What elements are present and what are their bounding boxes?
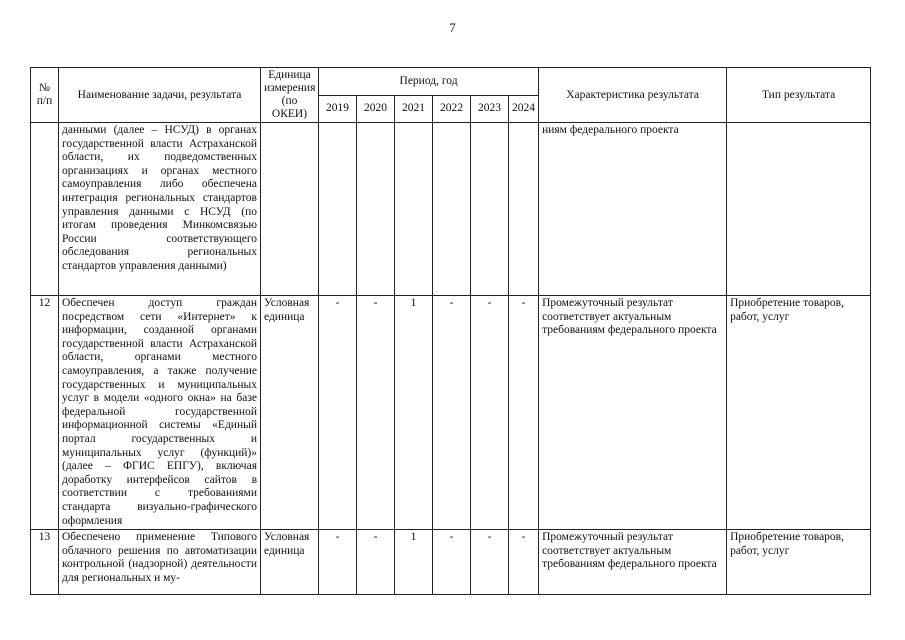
row-year-value	[471, 123, 509, 296]
header-num: № п/п	[31, 68, 59, 123]
header-year: 2023	[471, 95, 509, 123]
table-row	[31, 530, 871, 595]
row-year-value: -	[471, 296, 509, 530]
header-row-1	[31, 68, 871, 96]
table-row	[31, 296, 871, 530]
row-year-value	[433, 123, 471, 296]
header-name: Наименование задачи, результата	[59, 68, 261, 123]
row-year-value: 1	[395, 530, 433, 595]
row-year-value: -	[433, 296, 471, 530]
row-year-value: -	[357, 530, 395, 595]
row-year-value	[319, 123, 357, 296]
row-type: Приобретение товаров, работ, услуг	[727, 296, 871, 530]
row-year-value: -	[509, 296, 539, 530]
row-characteristic: Промежуточный результат соответствует актуальным требованиям федерального проекта	[539, 296, 727, 530]
row-name: Обеспечено применение Типового облачного решения по автоматизации контрольной (надзорной) деятельности для региональных и му-	[59, 530, 261, 595]
row-unit: Условная единица	[261, 296, 319, 530]
row-characteristic: Промежуточный результат соответствует актуальным требованиям федерального проекта	[539, 530, 727, 595]
header-year: 2020	[357, 95, 395, 123]
row-num	[31, 123, 59, 296]
header-period: Период, год	[319, 68, 539, 96]
row-year-value: -	[471, 530, 509, 595]
header-type: Тип результата	[727, 68, 871, 123]
row-year-value: -	[357, 296, 395, 530]
row-num: 13	[31, 530, 59, 595]
header-year: 2019	[319, 95, 357, 123]
row-name: данными (далее – НСУД) в органах государственной власти Астраханской области, их подведомственных организациях и органах местного самоуправления либо обеспечена интеграция региональных стандартов управления данными с НСУД (по итогам проведения Минкомсвязью России соответствующего обследования региональных стандартов управления данными)	[59, 123, 261, 296]
row-unit: Условная единица	[261, 530, 319, 595]
row-characteristic: ниям федерального проекта	[539, 123, 727, 296]
results-table	[30, 67, 871, 595]
page-number: 7	[449, 20, 456, 35]
row-year-value: -	[433, 530, 471, 595]
header-year: 2022	[433, 95, 471, 123]
header-characteristic: Характеристика результата	[539, 68, 727, 123]
row-year-value: -	[509, 530, 539, 595]
row-year-value	[395, 123, 433, 296]
header-unit: Единица измерения (по ОКЕИ)	[261, 68, 319, 123]
row-year-value	[509, 123, 539, 296]
row-year-value	[357, 123, 395, 296]
row-unit	[261, 123, 319, 296]
row-year-value: 1	[395, 296, 433, 530]
header-year: 2021	[395, 95, 433, 123]
row-type: Приобретение товаров, работ, услуг	[727, 530, 871, 595]
row-year-value: -	[319, 530, 357, 595]
row-type	[727, 123, 871, 296]
header-year: 2024	[509, 95, 539, 123]
row-year-value: -	[319, 296, 357, 530]
row-name: Обеспечен доступ граждан посредством сети «Интернет» к информации, созданной органами государственной власти Астраханской области, органами местного самоуправления, а также получение государственных и муниципальных услуг в модели «одного окна» на базе федеральной государственной информационной системы «Единый портал государственных и муниципальных услуг (функций)» (далее – ФГИС ЕПГУ), включая доработку интерфейсов сайтов в соответствии с требованиями стандарта визуально-графического оформления	[59, 296, 261, 530]
row-num: 12	[31, 296, 59, 530]
table-row	[31, 123, 871, 296]
